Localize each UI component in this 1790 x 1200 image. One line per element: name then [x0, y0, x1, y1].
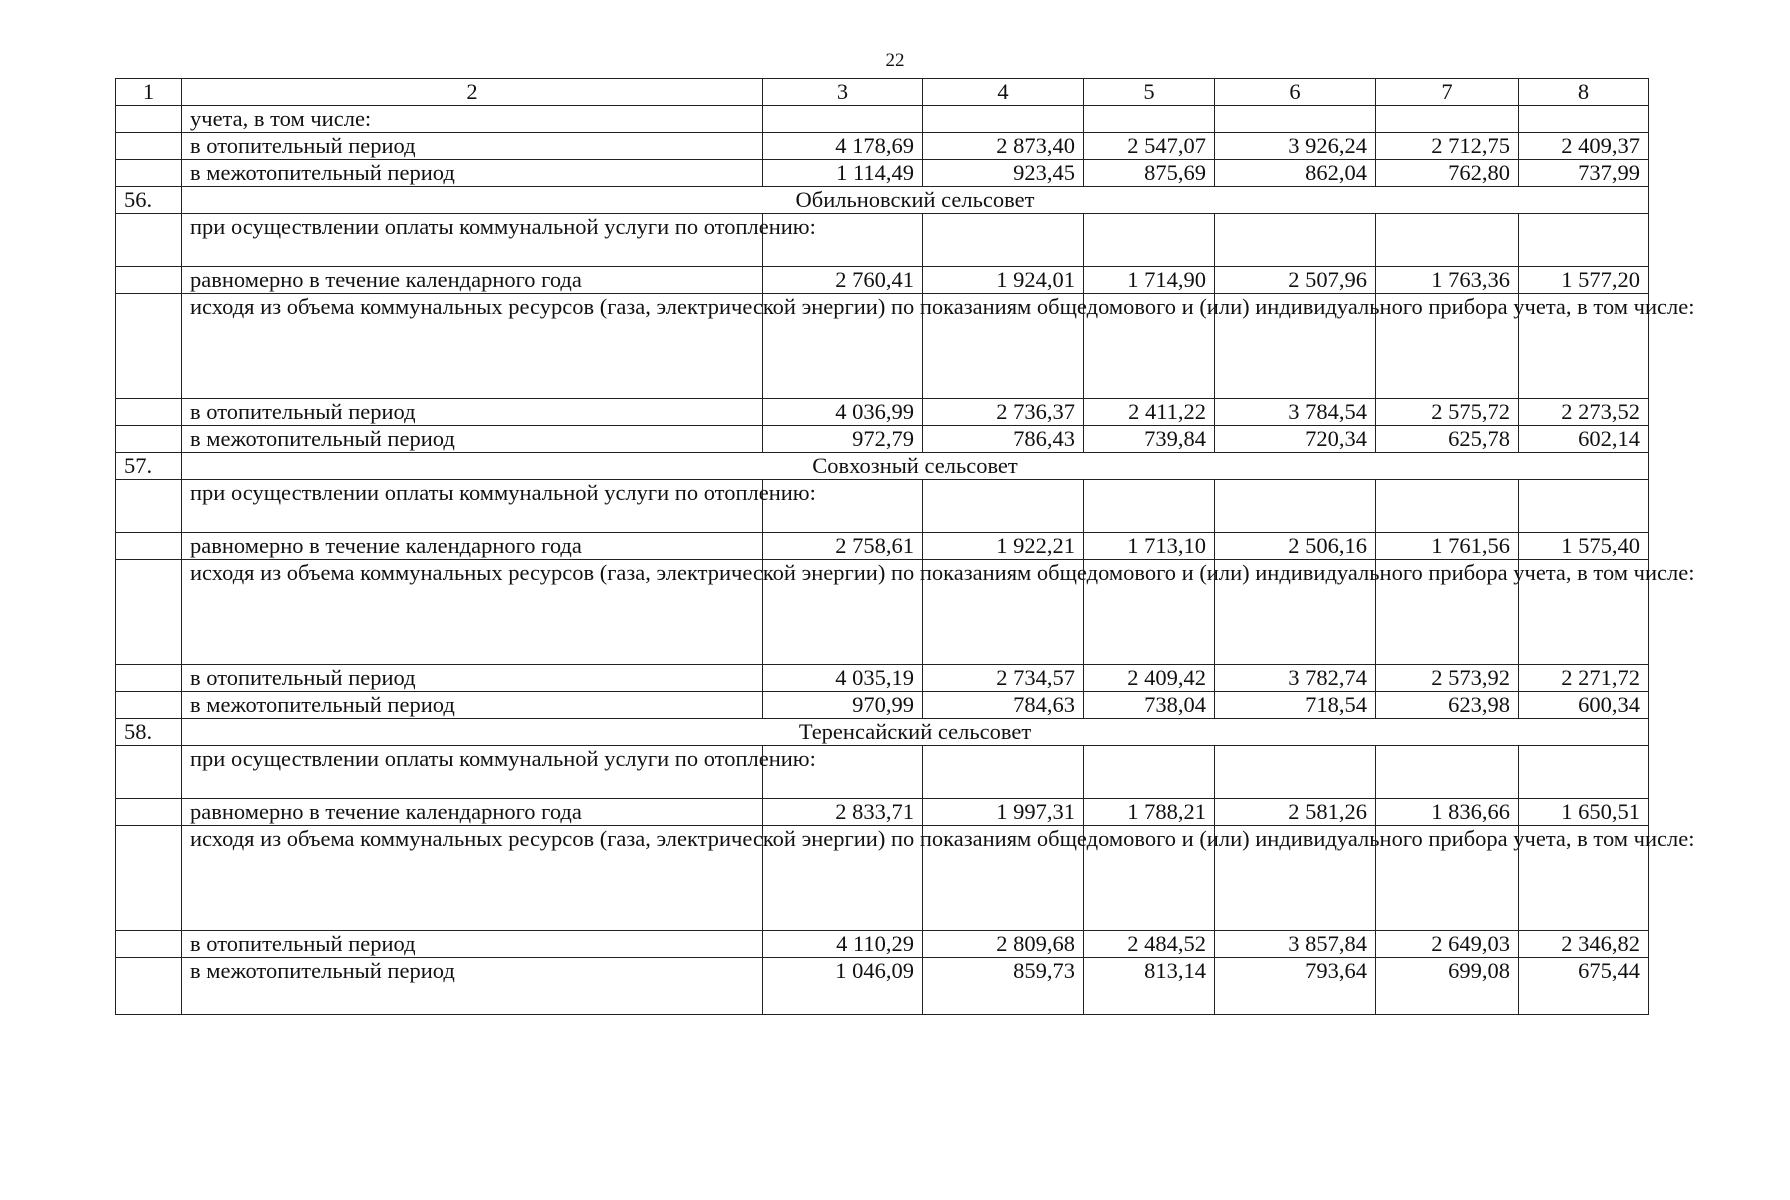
value-cell: 1 761,56 [1376, 533, 1519, 560]
row-label: в отопительный период [182, 133, 763, 160]
row-label: в отопительный период [182, 665, 763, 692]
payment-method-description: при осуществлении оплаты коммунальной услуги по отоплению: [182, 746, 763, 799]
column-header: 3 [763, 79, 923, 106]
value-cell: 1 788,21 [1084, 799, 1215, 826]
row-label: в межотопительный период [182, 160, 763, 187]
value-cell: 3 784,54 [1215, 399, 1376, 426]
section-number: 58. [116, 719, 182, 746]
value-cell: 2 734,57 [923, 665, 1084, 692]
metered-description: исходя из объема коммунальных ресурсов (газа, электрической энергии) по показаниям общедомового и (или) индивидуального прибора учета, в том числе: [182, 560, 763, 665]
value-cell: 970,99 [763, 692, 923, 719]
table-row [116, 560, 1649, 665]
column-header: 6 [1215, 79, 1376, 106]
value-cell: 862,04 [1215, 160, 1376, 187]
value-cell: 1 763,36 [1376, 267, 1519, 294]
column-header: 2 [182, 79, 763, 106]
value-cell: 2 409,37 [1519, 133, 1649, 160]
row-number-cell [116, 692, 182, 719]
value-cell: 786,43 [923, 426, 1084, 453]
value-cell: 4 110,29 [763, 931, 923, 958]
value-cell: 1 836,66 [1376, 799, 1519, 826]
value-cell: 813,14 [1084, 958, 1215, 1015]
row-number-cell [116, 426, 182, 453]
table-row [116, 160, 1649, 187]
row-number-cell [116, 560, 182, 665]
section-number: 57. [116, 453, 182, 480]
table-row [116, 267, 1649, 294]
section-header-row [116, 719, 1649, 746]
value-cell: 2 758,61 [763, 533, 923, 560]
column-header: 1 [116, 79, 182, 106]
table-row [116, 480, 1649, 533]
value-cell: 2 411,22 [1084, 399, 1215, 426]
value-cell: 923,45 [923, 160, 1084, 187]
value-cell: 2 573,92 [1376, 665, 1519, 692]
value-cell: 875,69 [1084, 160, 1215, 187]
value-cell: 2 581,26 [1215, 799, 1376, 826]
value-cell: 2 547,07 [1084, 133, 1215, 160]
payment-method-description: при осуществлении оплаты коммунальной услуги по отоплению: [182, 480, 763, 533]
value-cell: 2 273,52 [1519, 399, 1649, 426]
row-number-cell [116, 480, 182, 533]
row-number-cell [116, 267, 182, 294]
table-row [116, 106, 1649, 133]
table-row [116, 958, 1649, 1015]
table-row [116, 746, 1649, 799]
row-number-cell [116, 399, 182, 426]
row-number-cell [116, 931, 182, 958]
value-cell: 1 114,49 [763, 160, 923, 187]
value-cell: 675,44 [1519, 958, 1649, 1015]
value-cell: 4 036,99 [763, 399, 923, 426]
row-label: в отопительный период [182, 931, 763, 958]
table-row [116, 692, 1649, 719]
section-title: Теренсайский сельсовет [182, 719, 1649, 746]
value-cell: 623,98 [1376, 692, 1519, 719]
row-number-cell [116, 799, 182, 826]
metered-description: исходя из объема коммунальных ресурсов (газа, электрической энергии) по показаниям общедомового и (или) индивидуального прибора учета, в том числе: [182, 826, 763, 931]
row-number-cell [116, 826, 182, 931]
value-cell: 2 507,96 [1215, 267, 1376, 294]
value-cell: 1 997,31 [923, 799, 1084, 826]
column-number-header-row [116, 79, 1649, 106]
row-number-cell [116, 133, 182, 160]
table-row [116, 931, 1649, 958]
table-row [116, 294, 1649, 399]
value-cell: 859,73 [923, 958, 1084, 1015]
value-cell: 2 346,82 [1519, 931, 1649, 958]
column-header: 8 [1519, 79, 1649, 106]
row-number-cell [116, 665, 182, 692]
value-cell: 2 760,41 [763, 267, 923, 294]
row-number-cell [116, 958, 182, 1015]
table-row [116, 665, 1649, 692]
value-cell: 1 924,01 [923, 267, 1084, 294]
row-number-cell [116, 214, 182, 267]
value-cell: 625,78 [1376, 426, 1519, 453]
value-cell: 2 409,42 [1084, 665, 1215, 692]
value-cell: 2 649,03 [1376, 931, 1519, 958]
table-row [116, 399, 1649, 426]
value-cell: 600,34 [1519, 692, 1649, 719]
value-cell: 2 575,72 [1376, 399, 1519, 426]
value-cell: 2 506,16 [1215, 533, 1376, 560]
table-row [116, 426, 1649, 453]
value-cell: 602,14 [1519, 426, 1649, 453]
value-cell: 3 926,24 [1215, 133, 1376, 160]
value-cell: 4 178,69 [763, 133, 923, 160]
value-cell: 1 714,90 [1084, 267, 1215, 294]
value-cell: 3 857,84 [1215, 931, 1376, 958]
row-label: в межотопительный период [182, 426, 763, 453]
row-number-cell [116, 294, 182, 399]
column-header: 5 [1084, 79, 1215, 106]
tariff-table [115, 78, 1695, 1015]
value-cell: 2 484,52 [1084, 931, 1215, 958]
row-label: равномерно в течение календарного года [182, 267, 763, 294]
section-header-row [116, 187, 1649, 214]
value-cell: 972,79 [763, 426, 923, 453]
row-label: равномерно в течение календарного года [182, 533, 763, 560]
section-number: 56. [116, 187, 182, 214]
row-label: равномерно в течение календарного года [182, 799, 763, 826]
table-row [116, 133, 1649, 160]
value-cell: 2 271,72 [1519, 665, 1649, 692]
row-number-cell [116, 106, 182, 133]
table-row [116, 214, 1649, 267]
value-cell: 1 713,10 [1084, 533, 1215, 560]
value-cell: 3 782,74 [1215, 665, 1376, 692]
column-header: 4 [923, 79, 1084, 106]
value-cell: 2 873,40 [923, 133, 1084, 160]
row-label: в межотопительный период [182, 692, 763, 719]
value-cell: 699,08 [1376, 958, 1519, 1015]
value-cell: 1 650,51 [1519, 799, 1649, 826]
table-row [116, 826, 1649, 931]
payment-method-description: при осуществлении оплаты коммунальной услуги по отоплению: [182, 214, 763, 267]
value-cell: 720,34 [1215, 426, 1376, 453]
section-title: Обильновский сельсовет [182, 187, 1649, 214]
row-description: учета, в том числе: [182, 106, 763, 133]
value-cell: 2 833,71 [763, 799, 923, 826]
value-cell: 2 736,37 [923, 399, 1084, 426]
row-label: в отопительный период [182, 399, 763, 426]
table-row [116, 799, 1649, 826]
value-cell: 1 577,20 [1519, 267, 1649, 294]
value-cell: 1 575,40 [1519, 533, 1649, 560]
value-cell: 784,63 [923, 692, 1084, 719]
value-cell: 793,64 [1215, 958, 1376, 1015]
value-cell: 738,04 [1084, 692, 1215, 719]
row-number-cell [116, 533, 182, 560]
value-cell: 1 922,21 [923, 533, 1084, 560]
value-cell: 2 712,75 [1376, 133, 1519, 160]
row-number-cell [116, 160, 182, 187]
value-cell: 718,54 [1215, 692, 1376, 719]
value-cell: 739,84 [1084, 426, 1215, 453]
metered-description: исходя из объема коммунальных ресурсов (газа, электрической энергии) по показаниям общедомового и (или) индивидуального прибора учета, в том числе: [182, 294, 763, 399]
section-header-row [116, 453, 1649, 480]
section-title: Совхозный сельсовет [182, 453, 1649, 480]
value-cell: 1 046,09 [763, 958, 923, 1015]
value-cell: 2 809,68 [923, 931, 1084, 958]
column-header: 7 [1376, 79, 1519, 106]
value-cell: 737,99 [1519, 160, 1649, 187]
page-number: 22 [885, 50, 905, 71]
row-label: в межотопительный период [182, 958, 763, 1015]
table-row [116, 533, 1649, 560]
row-number-cell [116, 746, 182, 799]
value-cell: 4 035,19 [763, 665, 923, 692]
value-cell: 762,80 [1376, 160, 1519, 187]
